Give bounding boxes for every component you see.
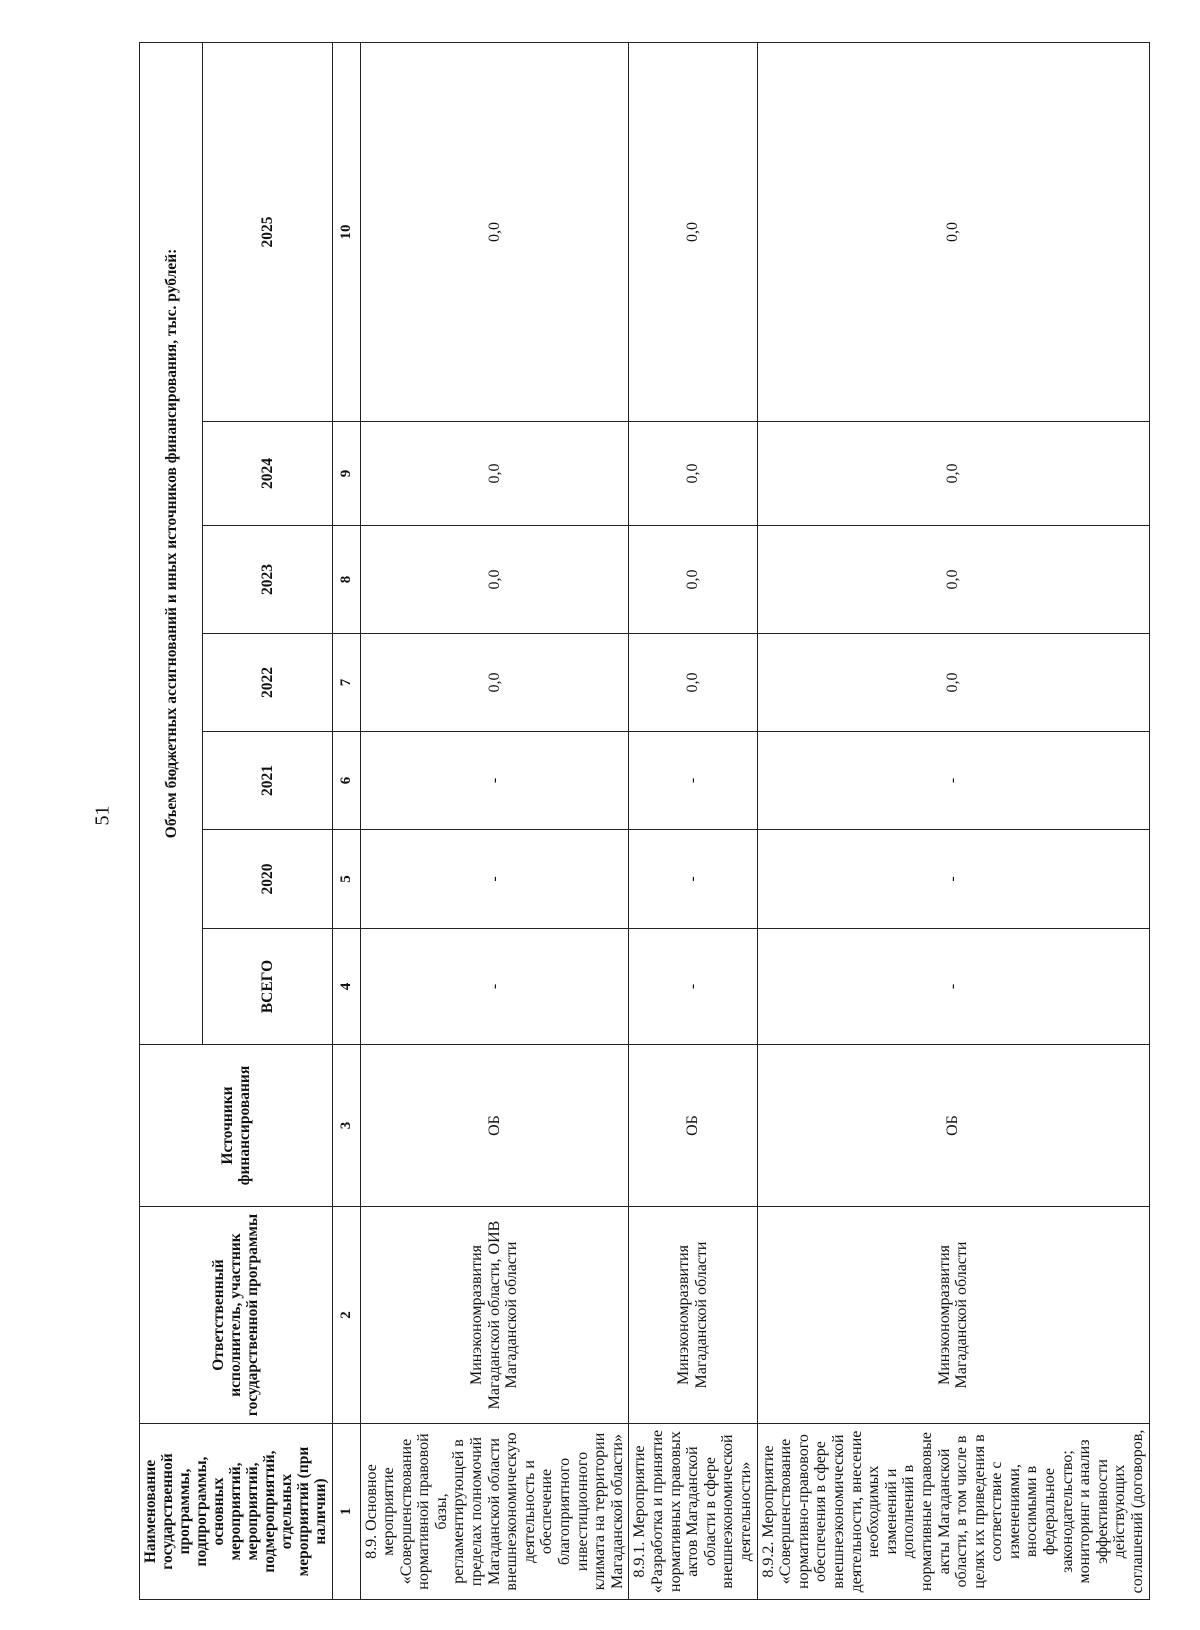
row-value-total: - — [757, 929, 1149, 1045]
row-name: 8.9. Основное мероприятие «Совершенствование нормативной правовой базы, регламентирующей в пределах полномочий Магаданской области внешнеэкономическую деятельность и обеспечение благоприятного инвестиционного климата на территории Магаданской области» — [360, 1424, 629, 1600]
column-number: 3 — [332, 1045, 360, 1207]
column-number: 9 — [332, 422, 360, 526]
row-value-2021: - — [360, 732, 629, 830]
header-year-total: ВСЕГО — [203, 929, 332, 1045]
header-funding-group: Объем бюджетных ассигнований и иных источников финансирования, тыс. рублей: — [140, 42, 203, 1044]
row-value-2025: 0,0 — [629, 42, 757, 421]
table-row — [629, 42, 757, 1599]
header-executor: Ответственный исполнитель, участник государственной программы — [140, 1207, 333, 1424]
row-value-2020: - — [629, 830, 757, 929]
header-year-2025: 2025 — [203, 42, 332, 421]
page-number: 51 — [91, 805, 114, 825]
column-number-row — [332, 42, 360, 1599]
row-executor: Минэкономразвития Магаданской области, ОИВ Магаданской области — [360, 1207, 629, 1424]
column-number: 7 — [332, 634, 360, 732]
row-value-2025: 0,0 — [757, 42, 1149, 421]
header-row-1 — [140, 42, 203, 1599]
row-value-2024: 0,0 — [757, 422, 1149, 526]
row-source: ОБ — [360, 1045, 629, 1207]
column-number: 1 — [332, 1424, 360, 1600]
row-value-2024: 0,0 — [629, 422, 757, 526]
header-year-2020: 2020 — [203, 830, 332, 929]
table-row — [360, 42, 629, 1599]
column-number: 4 — [332, 929, 360, 1045]
column-number: 10 — [332, 42, 360, 421]
row-value-2020: - — [757, 830, 1149, 929]
row-name: 8.9.1. Мероприятие «Разработка и принятие нормативных правовых актов Магаданской области в сфере внешнеэкономической деятельности» — [629, 1424, 757, 1600]
row-value-2024: 0,0 — [360, 422, 629, 526]
row-value-2022: 0,0 — [360, 634, 629, 732]
column-number: 6 — [332, 732, 360, 830]
header-year-2023: 2023 — [203, 526, 332, 634]
table-container — [139, 43, 1147, 1600]
row-value-2021: - — [629, 732, 757, 830]
row-value-2020: - — [360, 830, 629, 929]
header-name: Наименование государственной программы, подпрограммы, основных мероприятий, мероприятий, подмероприятий, отдельных мероприятий (при наличии) — [140, 1424, 333, 1600]
column-number: 8 — [332, 526, 360, 634]
row-value-2025: 0,0 — [360, 42, 629, 421]
row-value-2023: 0,0 — [757, 526, 1149, 634]
column-number: 2 — [332, 1207, 360, 1424]
row-source: ОБ — [757, 1045, 1149, 1207]
row-executor: Минэкономразвития Магаданской области — [629, 1207, 757, 1424]
table-rotated — [139, 43, 1147, 1600]
column-number: 5 — [332, 830, 360, 929]
row-value-2021: - — [757, 732, 1149, 830]
row-value-2022: 0,0 — [757, 634, 1149, 732]
header-year-2024: 2024 — [203, 422, 332, 526]
row-value-total: - — [629, 929, 757, 1045]
row-source: ОБ — [629, 1045, 757, 1207]
row-name: 8.9.2. Мероприятие «Совершенствование нормативно-правового обеспечения в сфере внешнеэкономической деятельности, внесение необходимых изменений и дополнений в нормативные правовые акты Магаданской области, в том числе в целях их приведения в соответствие с изменениями, вносимыми в федеральное законодательство; мониторинг и анализ эффективности действующих соглашений (договоров, — [757, 1424, 1149, 1600]
table-row — [757, 42, 1149, 1599]
row-value-2023: 0,0 — [360, 526, 629, 634]
header-year-2022: 2022 — [203, 634, 332, 732]
row-value-2022: 0,0 — [629, 634, 757, 732]
header-source: Источники финансирования — [140, 1045, 333, 1207]
row-value-total: - — [360, 929, 629, 1045]
funding-table — [139, 42, 1150, 1600]
row-executor: Минэкономразвития Магаданской области — [757, 1207, 1149, 1424]
row-value-2023: 0,0 — [629, 526, 757, 634]
header-year-2021: 2021 — [203, 732, 332, 830]
